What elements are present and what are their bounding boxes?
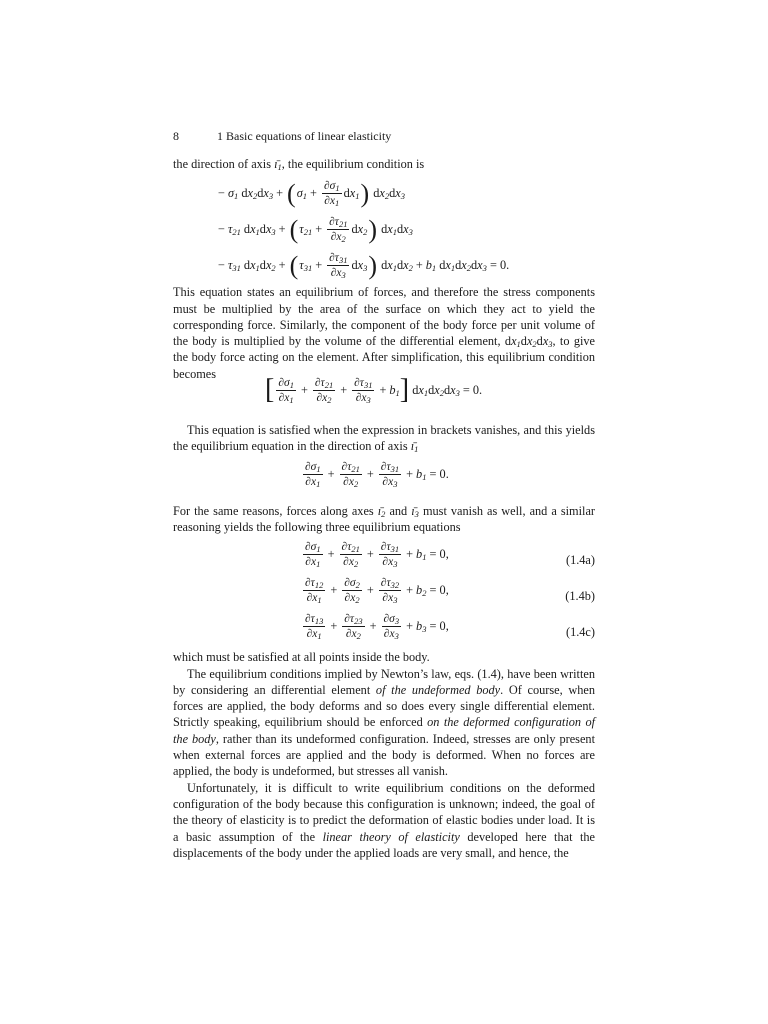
- page-number: 8: [173, 129, 179, 143]
- equation-label-b: (1.4b): [565, 589, 595, 604]
- equation-simplified: [ $\frac{\partial\sigma_1}{\partial x_1}$ + $\frac{\partial\tau_{21}}{\partial x_2}$ + $\frac{\partial\tau_{31}}{\partial x_3}$ + $b_1$ ] d $x_1$ d $x_2$ d $x_3$ = 0.: [265, 374, 483, 406]
- equation-force-balance: − $\sigma_1$ d $x_2$ d $x_3$ + ( $\sigma_1$ + $\frac{\partial\sigma_1}{\partial x_1}$ d $x_1$ ) d $x_2$ d $x_3$ − $\tau_{21}$ d $x_1$ d $x_3$ + ( $\tau_{21}$ + $\frac{\partial\tau_{21}}{\partial x_2}$ d $x_2$ ) d $x_1$ d $x_3$ − $\tau_{31}$ d $x_1$ d $x_2$ + ( $\tau_{31}$ + $\frac{\partial\tau_{31}}{\partial x_3}$ d $x_3$ ) d $x_1$ d $x_2$ + $b_1$ d $x_1$ d $x_2$ d $x_3$ = 0.: [218, 178, 510, 281]
- chapter-title: 1 Basic equations of linear elasticity: [217, 129, 392, 143]
- equation-label-c: (1.4c): [565, 625, 595, 640]
- equation-system-1-4: $\frac{\partial\sigma_1}{\partial x_1}$ + $\frac{\partial\tau_{21}}{\partial x_2}$ + $\frac{\partial\tau_{31}}{\partial x_3}$ + $b_1$ = 0, (1.4a) $\frac{\partial\tau_{12}}{\partial x_1}$ + $\frac{\partial\sigma_2}{\partial x_2}$ + $\frac{\partial\tau_{32}}{\partial x_3}$ + $b_2$ = 0, (1.4b) $\frac{\partial\tau_{13}}{\partial x_1}$ + $\frac{\partial\tau_{23}}{\partial x_2}$ + $\frac{\partial\sigma_3}{\partial x_3}$ + $b_3$ = 0, (1.4c): [305, 541, 595, 642]
- paragraph-reasons: For the same reasons, forces along axes $ı̄_2$ and $ı̄_3$ must vanish as well, and a similar reasoning yields the following three equilibrium equations: [173, 503, 595, 534]
- paragraph-intro: the direction of axis $ı̄_1$, the equilibrium condition is: [173, 157, 425, 172]
- paragraph-forces: This equation states an equilibrium of forces, and therefore the stress components must be multiplied by the area of the surface on which they act to yield the corresponding force. Similarly, the component of the body force per unit volume of the body is multiplied by the volume of the differential element, $dx_1dx_2dx_3$, to give the body force acting on the element. After simplification, this equilibrium condition becomes: [173, 285, 596, 381]
- running-head: [173, 128, 595, 144]
- paragraph-brackets: This equation is satisfied when the expression in brackets vanishes, and this yields the equilibrium equation in the direction of axis $ı̄_1$: [173, 423, 595, 455]
- paragraph-newton: The equilibrium conditions implied by Newton’s law, eqs. (1.4), have been written by considering an differential element of the undeformed body. Of course, when forces are applied, the body deforms and so does every single differential element. Strictly speaking, equilibrium should be enforced on the deformed configuration of the body, rather than its undeformed configuration. Indeed, stresses are only present when external forces are applied and the body is deformed. When no forces are applied, the body is undeformed, but stresses all vanish.: [173, 666, 596, 779]
- equation-label-a: (1.4a): [565, 553, 595, 568]
- paragraph-deformed: Unfortunately, it is difficult to write equilibrium conditions on the deformed configuration of the body because this configuration is unknown; indeed, the goal of the theory of elasticity is to predict the deformation of elastic bodies under load. It is a basic assumption of the linear theory of elasticity developed here that the displacements of the body under the applied loads are very small, and hence, the: [173, 780, 596, 860]
- page-content: [173, 128, 595, 861]
- paragraph-inside-body: which must be satisfied at all points inside the body.: [173, 650, 430, 665]
- equation-axis-1: $\frac{\partial\sigma_1}{\partial x_1}$ + $\frac{\partial\tau_{21}}{\partial x_2}$ + $\frac{\partial\tau_{31}}{\partial x_3}$ + $b_1$ = 0.: [305, 460, 449, 489]
